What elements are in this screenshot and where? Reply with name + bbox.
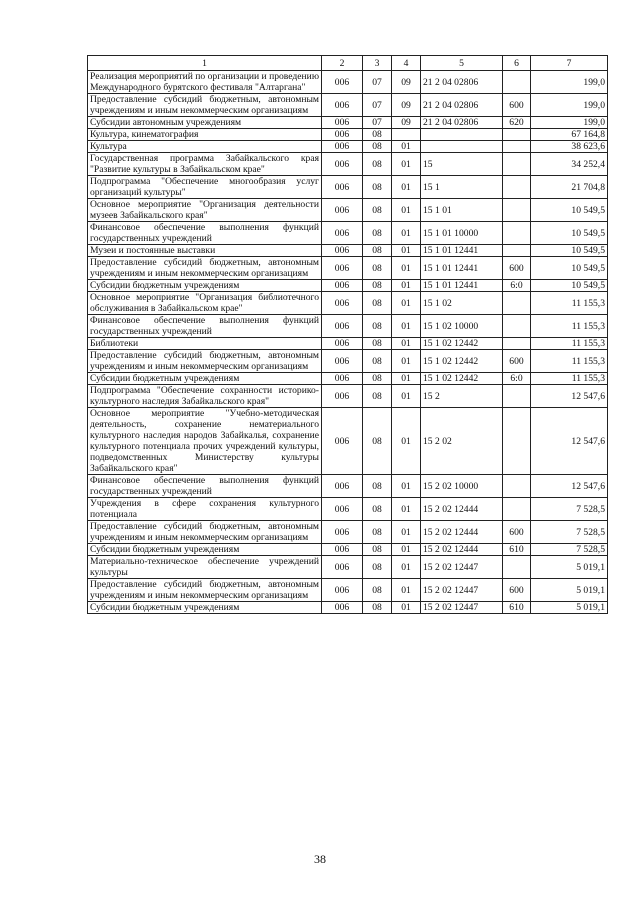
section-code-cell: 08 [363,129,392,141]
table-row [88,373,608,385]
table-row [88,141,608,153]
section-code-cell: 08 [363,315,392,338]
amount-cell: 21 704,8 [531,176,608,199]
target-article-cell: 15 1 02 10000 [421,315,503,338]
section-code-cell: 07 [363,71,392,94]
target-article-cell: 15 1 [421,176,503,199]
header-cell: 2 [322,56,363,71]
amount-cell: 11 155,3 [531,292,608,315]
section-code-cell: 08 [363,602,392,614]
section-code-cell: 08 [363,199,392,222]
expense-type-cell [503,475,531,498]
amount-cell: 10 549,5 [531,257,608,280]
expense-type-cell [503,556,531,579]
expense-type-cell [503,338,531,350]
table-row [88,475,608,498]
section-code-cell: 08 [363,521,392,544]
ministry-code-cell: 006 [322,475,363,498]
target-article-cell [421,141,503,153]
ministry-code-cell: 006 [322,94,363,117]
expense-type-cell: 600 [503,521,531,544]
row-name-cell: Субсидии бюджетным учреждениям [88,280,322,292]
table-row [88,602,608,614]
expense-type-cell [503,199,531,222]
table-row [88,280,608,292]
expense-type-cell [503,292,531,315]
subsection-code-cell: 01 [392,602,421,614]
ministry-code-cell: 006 [322,222,363,245]
amount-cell: 11 155,3 [531,350,608,373]
ministry-code-cell: 006 [322,257,363,280]
table-row [88,315,608,338]
subsection-code-cell [392,129,421,141]
row-name-cell: Государственная программа Забайкальского края "Развитие культуры в Забайкальском крае" [88,153,322,176]
amount-cell: 12 547,6 [531,385,608,408]
section-code-cell: 08 [363,153,392,176]
row-name-cell: Подпрограмма "Обеспечение сохранности историко-культурного наследия Забайкальского края" [88,385,322,408]
row-name-cell: Культура [88,141,322,153]
table-row [88,338,608,350]
row-name-cell: Финансовое обеспечение выполнения функций государственных учреждений [88,475,322,498]
ministry-code-cell: 006 [322,176,363,199]
section-code-cell: 08 [363,373,392,385]
section-code-cell: 08 [363,544,392,556]
section-code-cell: 08 [363,556,392,579]
target-article-cell [421,129,503,141]
target-article-cell: 15 1 02 12442 [421,338,503,350]
ministry-code-cell: 006 [322,141,363,153]
row-name-cell: Предоставление субсидий бюджетным, автономным учреждениям и иным некоммерческим организациям [88,257,322,280]
ministry-code-cell: 006 [322,315,363,338]
target-article-cell: 15 2 02 12447 [421,579,503,602]
amount-cell: 34 252,4 [531,153,608,176]
expense-type-cell [503,315,531,338]
target-article-cell: 21 2 04 02806 [421,117,503,129]
table-row [88,94,608,117]
section-code-cell: 08 [363,385,392,408]
ministry-code-cell: 006 [322,373,363,385]
section-code-cell: 08 [363,292,392,315]
subsection-code-cell: 01 [392,338,421,350]
amount-cell: 5 019,1 [531,579,608,602]
amount-cell: 7 528,5 [531,498,608,521]
amount-cell: 67 164,8 [531,129,608,141]
table-row [88,579,608,602]
ministry-code-cell: 006 [322,292,363,315]
header-row [88,56,608,71]
table-row [88,521,608,544]
expense-type-cell: 610 [503,544,531,556]
row-name-cell: Финансовое обеспечение выполнения функций государственных учреждений [88,315,322,338]
amount-cell: 10 549,5 [531,245,608,257]
ministry-code-cell: 006 [322,199,363,222]
amount-cell: 7 528,5 [531,521,608,544]
table-row [88,556,608,579]
subsection-code-cell: 09 [392,94,421,117]
amount-cell: 11 155,3 [531,373,608,385]
section-code-cell: 08 [363,280,392,292]
expense-type-cell: 600 [503,257,531,280]
header-cell: 4 [392,56,421,71]
amount-cell: 199,0 [531,117,608,129]
row-name-cell: Субсидии бюджетным учреждениям [88,373,322,385]
target-article-cell: 15 2 02 12447 [421,556,503,579]
ministry-code-cell: 006 [322,129,363,141]
section-code-cell: 08 [363,350,392,373]
row-name-cell: Культура, кинематография [88,129,322,141]
target-article-cell: 15 2 02 12444 [421,498,503,521]
amount-cell: 7 528,5 [531,544,608,556]
expense-type-cell [503,498,531,521]
subsection-code-cell: 01 [392,475,421,498]
row-name-cell: Подпрограмма "Обеспечение многообразия услуг организаций культуры" [88,176,322,199]
amount-cell: 38 623,6 [531,141,608,153]
subsection-code-cell: 01 [392,315,421,338]
expense-type-cell [503,129,531,141]
amount-cell: 10 549,5 [531,222,608,245]
table-row [88,176,608,199]
subsection-code-cell: 01 [392,176,421,199]
section-code-cell: 07 [363,94,392,117]
row-name-cell: Основное мероприятие "Организация деятельности музеев Забайкальского края" [88,199,322,222]
subsection-code-cell: 01 [392,498,421,521]
section-code-cell: 08 [363,408,392,475]
header-cell: 6 [503,56,531,71]
row-name-cell: Предоставление субсидий бюджетным, автономным учреждениям и иным некоммерческим организациям [88,579,322,602]
subsection-code-cell: 01 [392,199,421,222]
target-article-cell: 15 [421,153,503,176]
row-name-cell: Предоставление субсидий бюджетным, автономным учреждениям и иным некоммерческим организациям [88,521,322,544]
ministry-code-cell: 006 [322,153,363,176]
expense-type-cell: 600 [503,350,531,373]
header-cell: 3 [363,56,392,71]
subsection-code-cell: 01 [392,257,421,280]
expense-type-cell: 600 [503,94,531,117]
expense-type-cell [503,245,531,257]
expense-type-cell [503,408,531,475]
section-code-cell: 08 [363,222,392,245]
table-row [88,153,608,176]
expense-type-cell: 6:0 [503,373,531,385]
subsection-code-cell: 01 [392,245,421,257]
row-name-cell: Учреждения в сфере сохранения культурного потенциала [88,498,322,521]
table-row [88,385,608,408]
subsection-code-cell: 01 [392,222,421,245]
amount-cell: 5 019,1 [531,602,608,614]
target-article-cell: 15 2 02 12447 [421,602,503,614]
table-row [88,544,608,556]
table-row [88,199,608,222]
target-article-cell: 15 1 01 12441 [421,257,503,280]
target-article-cell: 15 1 02 [421,292,503,315]
subsection-code-cell: 01 [392,385,421,408]
target-article-cell: 15 2 02 12444 [421,521,503,544]
expense-type-cell: 6:0 [503,280,531,292]
target-article-cell: 21 2 04 02806 [421,71,503,94]
budget-table [87,55,608,614]
subsection-code-cell: 09 [392,71,421,94]
expense-type-cell [503,71,531,94]
expense-type-cell [503,222,531,245]
ministry-code-cell: 006 [322,385,363,408]
expense-type-cell: 620 [503,117,531,129]
ministry-code-cell: 006 [322,117,363,129]
expense-type-cell [503,176,531,199]
ministry-code-cell: 006 [322,338,363,350]
ministry-code-cell: 006 [322,408,363,475]
subsection-code-cell: 01 [392,141,421,153]
target-article-cell: 15 1 02 12442 [421,373,503,385]
section-code-cell: 08 [363,579,392,602]
table-row [88,129,608,141]
table-row [88,117,608,129]
ministry-code-cell: 006 [322,280,363,292]
ministry-code-cell: 006 [322,602,363,614]
amount-cell: 5 019,1 [531,556,608,579]
table-row [88,257,608,280]
subsection-code-cell: 01 [392,521,421,544]
ministry-code-cell: 006 [322,71,363,94]
ministry-code-cell: 006 [322,498,363,521]
row-name-cell: Основное мероприятие "Учебно-методическая деятельность, сохранение нематериального культурного наследия народов Забайкалья, сохранение культурного потенциала прочих учреждений культуры, подведомственных Министерству культуры Забайкальского края" [88,408,322,475]
amount-cell: 199,0 [531,71,608,94]
subsection-code-cell: 01 [392,153,421,176]
expense-type-cell [503,385,531,408]
subsection-code-cell: 01 [392,350,421,373]
amount-cell: 11 155,3 [531,338,608,350]
expense-type-cell [503,141,531,153]
amount-cell: 10 549,5 [531,280,608,292]
ministry-code-cell: 006 [322,521,363,544]
target-article-cell: 15 1 01 10000 [421,222,503,245]
section-code-cell: 08 [363,176,392,199]
row-name-cell: Музеи и постоянные выставки [88,245,322,257]
subsection-code-cell: 01 [392,579,421,602]
expense-type-cell [503,153,531,176]
row-name-cell: Предоставление субсидий бюджетным, автономным учреждениям и иным некоммерческим организациям [88,350,322,373]
row-name-cell: Библиотеки [88,338,322,350]
section-code-cell: 08 [363,498,392,521]
row-name-cell: Субсидии автономным учреждениям [88,117,322,129]
target-article-cell: 15 2 02 10000 [421,475,503,498]
header-cell: 1 [88,56,322,71]
row-name-cell: Материально-техническое обеспечение учреждений культуры [88,556,322,579]
subsection-code-cell: 01 [392,373,421,385]
target-article-cell: 15 2 02 12444 [421,544,503,556]
header-cell: 7 [531,56,608,71]
ministry-code-cell: 006 [322,556,363,579]
subsection-code-cell: 01 [392,556,421,579]
table-row [88,245,608,257]
row-name-cell: Субсидии бюджетным учреждениям [88,544,322,556]
target-article-cell: 15 2 02 [421,408,503,475]
amount-cell: 199,0 [531,94,608,117]
section-code-cell: 08 [363,141,392,153]
subsection-code-cell: 01 [392,544,421,556]
table-row [88,71,608,94]
table-row [88,498,608,521]
subsection-code-cell: 09 [392,117,421,129]
section-code-cell: 08 [363,245,392,257]
amount-cell: 12 547,6 [531,408,608,475]
subsection-code-cell: 01 [392,408,421,475]
table-row [88,222,608,245]
target-article-cell: 15 1 01 [421,199,503,222]
section-code-cell: 08 [363,475,392,498]
section-code-cell: 08 [363,257,392,280]
amount-cell: 12 547,6 [531,475,608,498]
ministry-code-cell: 006 [322,245,363,257]
ministry-code-cell: 006 [322,544,363,556]
amount-cell: 11 155,3 [531,315,608,338]
section-code-cell: 07 [363,117,392,129]
section-code-cell: 08 [363,338,392,350]
row-name-cell: Финансовое обеспечение выполнения функций государственных учреждений [88,222,322,245]
table-row [88,350,608,373]
ministry-code-cell: 006 [322,579,363,602]
expense-type-cell: 610 [503,602,531,614]
row-name-cell: Реализация мероприятий по организации и проведению Международного бурятского фестиваля "Алтаргана" [88,71,322,94]
row-name-cell: Основное мероприятие "Организация библиотечного обслуживания в Забайкальском крае" [88,292,322,315]
row-name-cell: Предоставление субсидий бюджетным, автономным учреждениям и иным некоммерческим организациям [88,94,322,117]
target-article-cell: 15 1 01 12441 [421,280,503,292]
amount-cell: 10 549,5 [531,199,608,222]
ministry-code-cell: 006 [322,350,363,373]
table-row [88,408,608,475]
subsection-code-cell: 01 [392,292,421,315]
target-article-cell: 21 2 04 02806 [421,94,503,117]
target-article-cell: 15 1 01 12441 [421,245,503,257]
target-article-cell: 15 1 02 12442 [421,350,503,373]
page-number: 38 [314,852,326,866]
expense-type-cell: 600 [503,579,531,602]
target-article-cell: 15 2 [421,385,503,408]
subsection-code-cell: 01 [392,280,421,292]
table-row [88,292,608,315]
row-name-cell: Субсидии бюджетным учреждениям [88,602,322,614]
header-cell: 5 [421,56,503,71]
